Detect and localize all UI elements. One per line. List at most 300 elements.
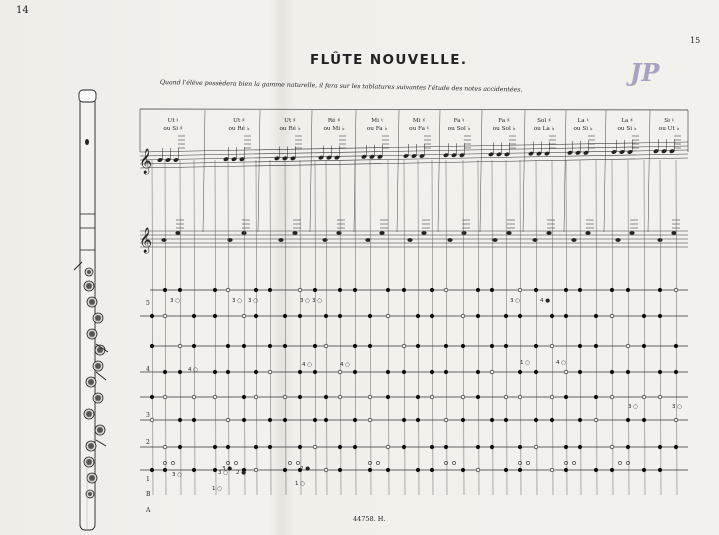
note-head — [657, 238, 662, 242]
closed-key-dot — [353, 418, 357, 422]
closed-key-dot — [564, 314, 568, 318]
closed-key-dot — [444, 344, 448, 348]
closed-key-dot — [242, 418, 246, 422]
column-header-alt: ou Si ♭ — [617, 126, 637, 132]
closed-key-dot — [534, 288, 538, 292]
closed-key-dot — [476, 445, 480, 449]
open-key-dot — [618, 461, 621, 464]
key-number-marking: 3 ○ — [672, 404, 683, 410]
closed-key-dot — [298, 314, 302, 318]
key-guide-line — [612, 160, 613, 495]
key-guide-line — [244, 160, 245, 495]
note-head — [175, 231, 180, 235]
open-key-dot — [163, 445, 167, 449]
key-number-marking: 1 ○ — [212, 486, 223, 492]
row-label: 1 — [146, 476, 150, 483]
open-key-dot — [192, 395, 196, 399]
column-separator — [438, 110, 440, 232]
key-guide-line — [285, 160, 286, 495]
flute-tone-hole-icon — [88, 379, 94, 385]
column-header-note: Si ♮ — [664, 118, 674, 124]
key-guide-line — [492, 160, 493, 495]
open-key-dot — [518, 395, 522, 399]
column-header-alt: ou Fa ♭ — [366, 126, 388, 132]
closed-key-dot — [658, 370, 662, 374]
key-guide-line — [566, 160, 567, 495]
note-head — [292, 231, 297, 235]
closed-key-dot — [461, 468, 465, 472]
closed-key-dot — [642, 468, 646, 472]
column-header — [610, 117, 644, 133]
key-guide-line — [418, 160, 419, 495]
note-head — [407, 238, 412, 242]
page-subtitle: Quand l'élève possèdera bien la gamme naturelle, il fera sur les tablatures suivantes l'étude des notes accidentées. — [159, 79, 523, 94]
closed-key-dot — [578, 344, 582, 348]
closed-key-dot — [192, 344, 196, 348]
key-guide-line — [215, 160, 216, 495]
key-guide-line — [676, 160, 677, 495]
closed-key-dot — [658, 445, 662, 449]
open-key-dot — [324, 344, 328, 348]
note-head — [461, 231, 466, 235]
column-header — [527, 117, 561, 133]
row-label: 3 — [146, 412, 150, 419]
closed-key-dot — [534, 418, 538, 422]
closed-key-dot — [564, 468, 568, 472]
closed-key-dot — [254, 445, 258, 449]
flute-tone-hole-icon — [95, 315, 101, 321]
closed-key-dot — [476, 314, 480, 318]
flute-tone-hole-icon — [95, 363, 101, 369]
closed-key-dot — [674, 370, 678, 374]
note-head — [365, 238, 370, 242]
open-key-dot — [254, 468, 258, 472]
closed-key-dot — [402, 288, 406, 292]
open-key-dot — [610, 445, 614, 449]
open-key-dot — [234, 461, 237, 464]
note-head — [629, 231, 634, 235]
closed-key-dot — [313, 344, 317, 348]
page-number-right: 15 — [690, 36, 701, 45]
open-key-dot — [658, 395, 662, 399]
closed-key-dot — [213, 370, 217, 374]
closed-key-dot — [658, 468, 662, 472]
chart-top-rule — [140, 109, 688, 110]
closed-key-dot — [416, 468, 420, 472]
closed-key-dot — [578, 445, 582, 449]
key-number-marking: 4 ○ — [340, 362, 351, 368]
closed-key-dot — [178, 370, 182, 374]
column-header — [222, 117, 256, 133]
closed-key-dot — [490, 288, 494, 292]
column-header-note: Fa ♯ — [498, 118, 510, 124]
key-guide-line — [355, 160, 356, 495]
key-guide-line — [552, 160, 553, 495]
key-guide-line — [478, 160, 479, 495]
open-key-dot — [642, 395, 646, 399]
column-header-alt: ou Ut ♭ — [658, 126, 680, 132]
note-head — [161, 238, 166, 242]
closed-key-dot — [226, 370, 230, 374]
key-guide-line — [300, 160, 301, 495]
open-key-dot — [594, 418, 598, 422]
closed-key-dot — [402, 445, 406, 449]
key-guide-line — [326, 160, 327, 495]
closed-key-dot — [642, 418, 646, 422]
open-key-dot — [444, 288, 448, 292]
flute-tone-hole-icon — [89, 331, 95, 337]
closed-key-dot — [534, 344, 538, 348]
closed-key-dot — [534, 370, 538, 374]
closed-key-dot — [386, 395, 390, 399]
open-key-dot — [386, 445, 390, 449]
closed-key-dot — [353, 288, 357, 292]
closed-key-dot — [626, 418, 630, 422]
key-number-marking: 3 ○ — [170, 298, 181, 304]
open-key-dot — [313, 445, 317, 449]
key-guide-line — [228, 160, 229, 495]
library-stamp-monogram: JP — [630, 58, 660, 87]
closed-key-dot — [338, 468, 342, 472]
key-number-marking: 2 ● — [300, 466, 311, 472]
key-guide-line — [432, 160, 433, 495]
key-guide-line — [340, 160, 341, 495]
closed-key-dot — [430, 445, 434, 449]
note-head — [322, 238, 327, 242]
closed-key-dot — [578, 288, 582, 292]
column-separator — [258, 110, 260, 232]
column-header — [156, 117, 190, 133]
closed-key-dot — [674, 445, 678, 449]
upper-staff-line — [140, 158, 688, 168]
open-key-dot — [674, 418, 678, 422]
key-guide-line — [580, 160, 581, 495]
column-header-alt: ou Mi ♭ — [323, 126, 345, 132]
closed-key-dot — [324, 395, 328, 399]
open-key-dot — [163, 395, 167, 399]
column-header-note: Ut ♯ — [284, 118, 296, 124]
note-head — [546, 231, 551, 235]
key-guide-line — [315, 160, 316, 495]
open-key-dot — [376, 461, 379, 464]
open-key-dot — [564, 370, 568, 374]
closed-key-dot — [178, 445, 182, 449]
column-header-alt: ou Fa ♮ — [409, 126, 429, 132]
closed-key-dot — [550, 418, 554, 422]
closed-key-dot — [298, 445, 302, 449]
open-key-dot — [534, 445, 538, 449]
key-number-marking: 4 ○ — [188, 367, 199, 373]
key-number-marking: 2 ● — [236, 470, 247, 476]
closed-key-dot — [150, 395, 154, 399]
closed-key-dot — [226, 445, 230, 449]
key-number-marking: 3 ○ — [172, 472, 183, 478]
open-key-dot — [550, 344, 554, 348]
key-guide-line — [536, 160, 537, 495]
flute-tone-hole-icon — [87, 270, 91, 274]
key-number-marking: 3 ○ — [300, 298, 311, 304]
key-number-marking: 4 ● — [540, 298, 551, 304]
key-guide-line — [463, 160, 464, 495]
closed-key-dot — [504, 314, 508, 318]
closed-key-dot — [254, 314, 258, 318]
closed-key-dot — [658, 288, 662, 292]
closed-key-dot — [578, 370, 582, 374]
closed-key-dot — [338, 314, 342, 318]
closed-key-dot — [610, 468, 614, 472]
closed-key-dot — [430, 468, 434, 472]
column-separator — [523, 110, 525, 232]
closed-key-dot — [518, 370, 522, 374]
key-guide-line — [152, 160, 153, 495]
closed-key-dot — [490, 445, 494, 449]
open-key-dot — [338, 370, 342, 374]
closed-key-dot — [594, 395, 598, 399]
open-key-dot — [504, 395, 508, 399]
closed-key-dot — [338, 288, 342, 292]
key-guide-line — [596, 160, 597, 495]
closed-key-dot — [150, 314, 154, 318]
closed-key-dot — [163, 468, 167, 472]
closed-key-dot — [150, 344, 154, 348]
open-key-dot — [610, 314, 614, 318]
closed-key-dot — [461, 418, 465, 422]
closed-key-dot — [338, 445, 342, 449]
open-key-dot — [476, 468, 480, 472]
key-number-marking: 3 ○ — [312, 298, 323, 304]
key-number-marking: 3 ○ — [248, 298, 259, 304]
closed-key-dot — [283, 314, 287, 318]
closed-key-dot — [564, 445, 568, 449]
open-key-dot — [178, 344, 182, 348]
closed-key-dot — [283, 468, 287, 472]
flute-tone-hole-icon — [95, 395, 101, 401]
closed-key-dot — [242, 344, 246, 348]
closed-key-dot — [564, 288, 568, 292]
column-separator — [604, 110, 606, 232]
closed-key-dot — [578, 418, 582, 422]
open-key-dot — [626, 344, 630, 348]
closed-key-dot — [610, 288, 614, 292]
row-label: 5 — [146, 300, 150, 307]
closed-key-dot — [353, 370, 357, 374]
closed-key-dot — [178, 418, 182, 422]
closed-key-dot — [226, 344, 230, 348]
closed-key-dot — [444, 370, 448, 374]
note-head — [447, 238, 452, 242]
closed-key-dot — [386, 288, 390, 292]
closed-key-dot — [313, 288, 317, 292]
column-header-note: Fa ♮ — [453, 118, 465, 124]
note-head — [571, 238, 576, 242]
column-separator — [203, 110, 205, 232]
closed-key-dot — [324, 418, 328, 422]
open-key-dot — [461, 395, 465, 399]
upper-staff-line — [140, 142, 688, 152]
closed-key-dot — [353, 445, 357, 449]
key-guide-line — [165, 160, 166, 495]
note-head — [278, 238, 283, 242]
closed-key-dot — [594, 344, 598, 348]
closed-key-dot — [242, 395, 246, 399]
column-header — [360, 117, 394, 133]
note-head — [615, 238, 620, 242]
key-number-marking: 1 ○ — [295, 481, 306, 487]
closed-key-dot — [163, 370, 167, 374]
key-guide-line — [660, 160, 661, 495]
closed-key-dot — [504, 468, 508, 472]
open-key-dot — [283, 395, 287, 399]
column-header — [402, 117, 436, 133]
open-key-dot — [550, 468, 554, 472]
key-guide-line — [370, 160, 371, 495]
open-key-dot — [226, 288, 230, 292]
column-header-alt: ou Ré ♭ — [279, 126, 301, 132]
open-key-dot — [254, 395, 258, 399]
note-head — [336, 231, 341, 235]
key-guide-line — [628, 160, 629, 495]
key-guide-line — [644, 160, 645, 495]
open-key-dot — [518, 288, 522, 292]
open-key-dot — [402, 344, 406, 348]
closed-key-dot — [298, 370, 302, 374]
column-header-alt: ou La ♭ — [533, 126, 555, 132]
open-key-dot — [163, 314, 167, 318]
closed-key-dot — [490, 418, 494, 422]
closed-key-dot — [386, 468, 390, 472]
key-number-marking: 4 ○ — [556, 360, 567, 366]
column-header-alt: ou Si ♯ — [163, 126, 183, 132]
key-guide-line — [506, 160, 507, 495]
closed-key-dot — [386, 370, 390, 374]
key-number-marking: 3 ● — [222, 466, 233, 472]
closed-key-dot — [504, 418, 508, 422]
column-header-note: Ut ♯ — [233, 118, 245, 124]
closed-key-dot — [298, 395, 302, 399]
closed-key-dot — [192, 418, 196, 422]
closed-key-dot — [213, 445, 217, 449]
closed-key-dot — [402, 418, 406, 422]
column-header-note: Ut ♮ — [167, 118, 179, 124]
flute-key-lever — [96, 440, 106, 446]
open-key-dot — [288, 461, 291, 464]
open-key-dot — [296, 461, 299, 464]
closed-key-dot — [416, 344, 420, 348]
closed-key-dot — [283, 344, 287, 348]
closed-key-dot — [594, 468, 598, 472]
closed-key-dot — [658, 314, 662, 318]
column-header — [566, 117, 600, 133]
page-title: FLÛTE NOUVELLE. — [310, 52, 468, 68]
open-key-dot — [226, 418, 230, 422]
key-guide-line — [404, 160, 405, 495]
row-label: 2 — [146, 439, 150, 446]
closed-key-dot — [642, 314, 646, 318]
page-number-left: 14 — [16, 5, 29, 16]
column-header — [273, 117, 307, 133]
closed-key-dot — [461, 344, 465, 348]
upper-staff-treble-clef: 𝄞 — [139, 149, 153, 174]
column-header — [317, 117, 351, 133]
key-guide-line — [388, 160, 389, 495]
column-header-note: Mi ♮ — [371, 118, 383, 124]
key-number-marking: 3 ○ — [232, 298, 243, 304]
column-header — [442, 117, 476, 133]
closed-key-dot — [476, 395, 480, 399]
closed-key-dot — [268, 418, 272, 422]
open-key-dot — [444, 418, 448, 422]
closed-key-dot — [564, 395, 568, 399]
closed-key-dot — [254, 288, 258, 292]
flute-tone-hole-icon — [97, 427, 103, 433]
plate-number: 44758. H. — [353, 515, 386, 523]
open-key-dot — [461, 314, 465, 318]
open-key-dot — [338, 395, 342, 399]
column-separator — [310, 110, 312, 232]
open-key-dot — [150, 418, 154, 422]
open-key-dot — [242, 314, 246, 318]
closed-key-dot — [518, 314, 522, 318]
key-guide-line — [270, 160, 271, 495]
closed-key-dot — [626, 370, 630, 374]
key-number-marking: 3 ○ — [628, 404, 639, 410]
key-number-marking: 3 ○ — [218, 470, 229, 476]
lower-staff-treble-clef: 𝄞 — [139, 228, 153, 253]
closed-key-dot — [163, 288, 167, 292]
key-guide-line — [180, 160, 181, 495]
row-label: A — [146, 507, 151, 514]
closed-key-dot — [550, 314, 554, 318]
flute-key-lever — [96, 372, 106, 380]
open-key-dot — [171, 461, 174, 464]
open-key-dot — [368, 418, 372, 422]
key-guide-line — [256, 160, 257, 495]
closed-key-dot — [626, 288, 630, 292]
row-label: 4 — [146, 366, 150, 373]
flute-tone-hole-icon — [86, 283, 92, 289]
open-key-dot — [452, 461, 455, 464]
open-key-dot — [368, 395, 372, 399]
closed-key-dot — [444, 445, 448, 449]
closed-key-dot — [192, 314, 196, 318]
key-guide-line — [520, 160, 521, 495]
column-header-alt: ou Ré ♭ — [228, 126, 250, 132]
open-key-dot — [324, 468, 328, 472]
column-header-note: Mi ♯ — [412, 118, 426, 124]
closed-key-dot — [430, 370, 434, 374]
closed-key-dot — [368, 344, 372, 348]
note-head — [379, 231, 384, 235]
closed-key-dot — [283, 418, 287, 422]
flute-tone-hole-icon — [88, 492, 92, 496]
column-header-alt: ou Sol ♭ — [492, 126, 516, 132]
column-header-note: La ♮ — [577, 118, 589, 124]
closed-key-dot — [402, 370, 406, 374]
open-key-dot — [572, 461, 575, 464]
column-header-note: La ♯ — [621, 118, 633, 124]
note-head — [506, 231, 511, 235]
key-number-marking: 3 ○ — [510, 298, 521, 304]
open-key-dot — [268, 370, 272, 374]
column-separator — [648, 110, 650, 232]
closed-key-dot — [594, 314, 598, 318]
closed-key-dot — [430, 288, 434, 292]
note-head — [421, 231, 426, 235]
open-key-dot — [490, 370, 494, 374]
closed-key-dot — [430, 314, 434, 318]
closed-key-dot — [476, 370, 480, 374]
key-guide-line — [446, 160, 447, 495]
